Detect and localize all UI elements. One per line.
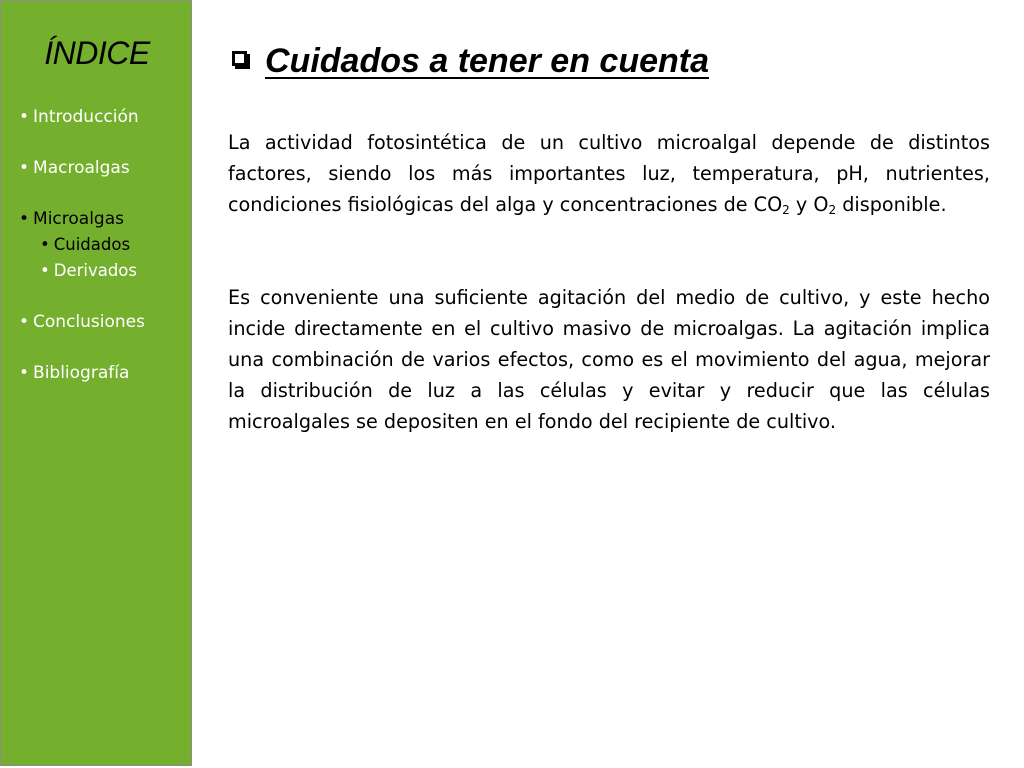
sidebar-item-label: Cuidados <box>53 235 131 254</box>
paragraph-1-text-a: La actividad fotosintética de un cultivo microalgal depende de distintos factores, siendo los más importantes luz, temperatura, pH, nutrientes, condiciones fisiológicas del alga y concentraciones de CO <box>228 131 990 216</box>
sidebar-item-label: Macroalgas <box>33 158 130 178</box>
subscript-co2: 2 <box>782 203 790 217</box>
sidebar-item-label: Conclusiones <box>33 312 145 332</box>
sidebar-item-label: Derivados <box>53 261 137 280</box>
paragraph-1-text-b: y O <box>789 193 829 216</box>
sidebar-item-introduccion[interactable] <box>19 107 139 127</box>
sidebar-item-macroalgas[interactable] <box>19 158 130 178</box>
bullet-icon: • <box>19 107 30 127</box>
bullet-icon: • <box>19 209 30 229</box>
bullet-icon: • <box>40 261 50 280</box>
slide-title <box>232 42 709 81</box>
bullet-icon: • <box>19 158 30 178</box>
sidebar-subitem-cuidados[interactable] <box>40 235 130 255</box>
paragraph-1-text-c: disponible. <box>836 193 947 216</box>
bullet-icon: • <box>19 363 30 383</box>
checkbox-bullet-icon <box>232 51 247 66</box>
subscript-o2: 2 <box>828 203 837 217</box>
sidebar-title: ÍNDICE <box>44 35 150 71</box>
sidebar <box>0 0 192 766</box>
paragraph-1 <box>228 127 990 220</box>
sidebar-item-bibliografia[interactable] <box>19 363 129 383</box>
sidebar-item-conclusiones[interactable] <box>19 312 145 332</box>
bullet-icon: • <box>40 235 50 254</box>
slide-title-text: Cuidados a tener en cuenta <box>265 42 709 80</box>
sidebar-subitem-derivados[interactable] <box>40 261 137 281</box>
sidebar-item-label: Introducción <box>33 107 139 127</box>
bullet-icon: • <box>19 312 30 332</box>
sidebar-item-label: Microalgas <box>33 209 124 229</box>
sidebar-item-microalgas[interactable] <box>19 209 124 229</box>
sidebar-item-label: Bibliografía <box>33 363 130 383</box>
paragraph-2: Es conveniente una suficiente agitación del medio de cultivo, y este hecho incide directamente en el cultivo masivo de microalgas. La agitación implica una combinación de varios efectos, como es el movimiento del agua, mejorar la distribución de luz a las células y evitar y reducir que las células microalgales se depositen en el fondo del recipiente de cultivo. <box>228 286 990 433</box>
